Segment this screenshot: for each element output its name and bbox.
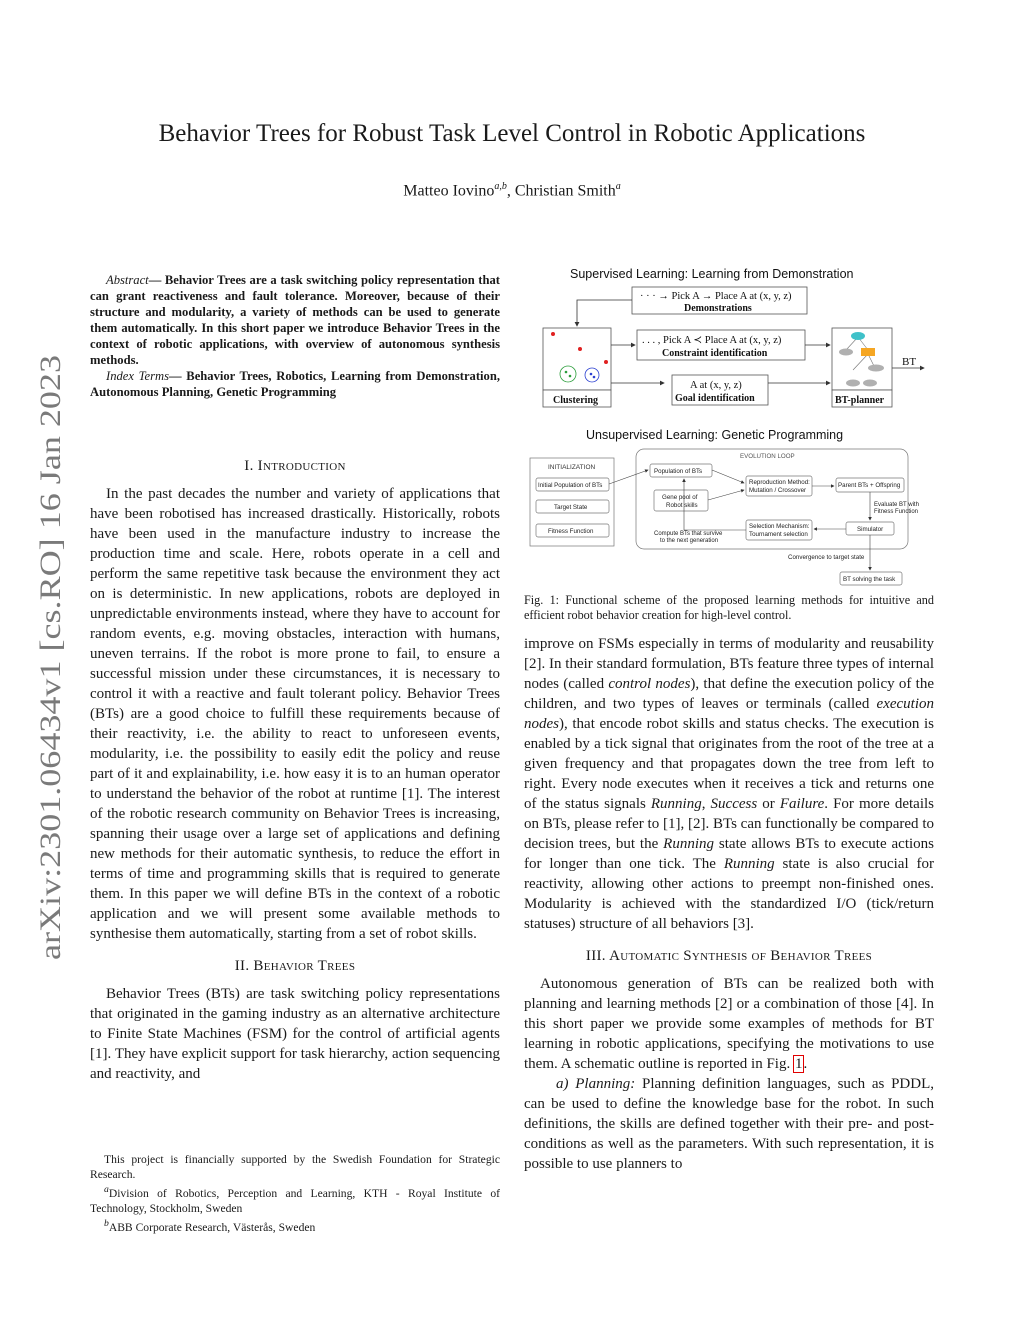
figure-1	[524, 262, 934, 592]
constraint-label: Constraint identification	[662, 348, 768, 359]
right-paragraph-2: Autonomous generation of BTs can be realized both with planning and learning methods [2] or a combination of those [4]. In this short paper we provide some examples of methods for BT learning in robotic applications, specifying the motivations to use them. A schematic outline is reported in Fig. 1.	[524, 976, 934, 1072]
selection-line2: Tournament selection	[749, 531, 808, 538]
clustering-label: Clustering	[553, 395, 598, 406]
right-paragraph-3: a) Planning: Planning definition languages, such as PDDL, can be used to define the knowledge base for the robot. In such definitions, the skills are defined together with their pre- and post-conditions as well as the parameters. With such representation, it is possible to use planners to	[524, 1076, 934, 1172]
bt-solving-box: BT solving the task	[843, 576, 896, 583]
parent-offspring-box: Parent BTs + Offspring	[838, 482, 901, 489]
abstract-text: Behavior Trees are a task switching policy representation that can grant reactiveness and fault tolerance. Moreover, because of their structure and modularity, a variety of methods can be used to generate them automatically. In this short paper we introduce Behavior Trees in the context of robotic applications, with overview of autonomous synthesis methods.	[90, 273, 500, 367]
author-separator: ,	[506, 182, 515, 200]
reproduction-line1: Reproduction Method:	[749, 479, 810, 486]
author-1: Matteo Iovino	[403, 182, 495, 200]
section-1-paragraph: In the past decades the number and variety of applications that have been robotised has increased drastically. Historically, robots have been used in the manufacture industry to increase the production time and scale. Here, robots operate in a cell and perform the same repetitive task because the environment they act on is deterministic. In new applications, robots are deployed in unpredictable environments instead, where they have to account for random events, e.g. moving obstacles, interaction with humans, uneven terrains. If the robot is more prone to fail, to ensure a successful mission under these circumstances, it is necessary to control it with a reactive and fault tolerant policy. Behavior Trees (BTs) are a good choice to fulfill these requirements because of their reactivity, i.e. the ability to react to unforeseen events, modularity, i.e. the possibility to easily edit the policy and reuse part of it and explainability, i.e. how easy it is to an human operator to understand the behavior of the robot at runtime [1]. The interest of the robotic research community on Behavior Trees is increasing, spanning their usage over a large set of applications and defining new methods for their automatic synthesis, to reduce the effort in terms of time and programming skills that is required to generate them. In this paper we will define BTs in the context of a robotic application and we will present some available methods to synthesise them automatically, starting from a set of robot skills.	[90, 486, 500, 942]
left-column-body	[90, 456, 500, 1084]
arxiv-identifier-text: arXiv:2301.06434v1 [cs.RO] 16 Jan 2023	[34, 456, 67, 960]
right-paragraph-1: improve on FSMs especially in terms of modularity and reusability [2]. In their standard formulation, BTs feature three types of internal nodes (called control nodes), that define the execution policy of the children, and two types of leaves or terminals (called execution nodes), that encode robot skills and status checks. The execution is enabled by a tick signal that originates from the root of the tree at a given frequency and that propagates down the tree from left to right. Every node executes when it receives a tick and returns one of the status signals Running, Success or Failure. For more details on BTs, please refer to [1], [2]. BTs can functionally be compared to decision trees, but the Running state allows BTs to execute actions for longer than one tick. The Running state is also crucial for reactivity, allowing other actions to preempt non-finished ones. Modularity is achieved with the standardized I/O (tick/return statuses) structure of all behaviors [3].	[524, 636, 935, 932]
author-2-affiliation: a	[615, 181, 621, 192]
simulator-box: Simulator	[857, 526, 884, 533]
evaluate-line1: Evaluate BT with	[874, 502, 919, 508]
footnote-affiliation-a: $^a$Division of Robotics, Perception and Learning, KTH - Royal Institute of Technology, Stockholm, Sweden	[90, 1184, 500, 1215]
planning-label: a) Planning:	[556, 1076, 636, 1092]
bt-output-label: BT	[902, 356, 917, 368]
abstract-dash: —	[148, 273, 165, 287]
population-box: Population of BTs	[654, 468, 703, 475]
compute-line1: Compute BTs that survive	[654, 531, 723, 537]
planner-label: BT-planner	[835, 395, 885, 406]
evaluate-line2: Fitness Function	[874, 509, 919, 515]
supervised-title: Supervised Learning: Learning from Demonstration	[570, 267, 854, 281]
selection-line1: Selection Mechanism:	[749, 523, 810, 530]
init-item-1: Initial Population of BTs	[538, 482, 603, 489]
paper-title: Behavior Trees for Robust Task Level Control in Robotic Applications	[158, 120, 866, 147]
footnote-affiliation-b: $^b$ABB Corporate Research, Västerås, Sweden	[104, 1217, 316, 1234]
abstract-paragraph	[90, 272, 500, 368]
reproduction-line2: Mutation / Crossover	[749, 487, 807, 494]
author-1-affiliation: a,b	[494, 181, 507, 192]
demo-label: Demonstrations	[684, 303, 752, 314]
init-item-2: Target State	[554, 504, 588, 511]
caption-label: Fig. 1:	[524, 593, 560, 607]
index-terms: Index Terms— Behavior Trees, Robotics, Learning from Demonstration, Autonomous Planning, Genetic Programming	[90, 369, 500, 399]
goal-label: Goal identification	[675, 393, 755, 404]
index-terms-text: Behavior Trees, Robotics, Learning from Demonstration, Autonomous Planning, Genetic Programming	[90, 369, 500, 399]
section-2-paragraph: Behavior Trees (BTs) are task switching policy representations that originated in the gaming industry as an alternative architecture to Finite State Machines (FSM) for the control of artificial agents [1]. They have explicit support for task hierarchy, action sequencing and reactivity, and	[90, 986, 500, 1082]
arxiv-identifier	[17, 350, 77, 970]
footnotes	[90, 1152, 500, 1235]
author-line	[0, 176, 1024, 202]
goal-formula: A at (x, y, z)	[690, 380, 742, 391]
demo-formula: · · · → Pick A → Place A at (x, y, z)	[640, 291, 792, 302]
abstract-label: Abstract	[106, 273, 149, 287]
evolution-loop-label: EVOLUTION LOOP	[740, 453, 795, 460]
initialization-label: INITIALIZATION	[548, 464, 596, 471]
constraint-formula: . . . , Pick A ≺ Place A at (x, y, z)	[642, 335, 782, 346]
footnote-funding: This project is financially supported by the Swedish Foundation for Strategic Research.	[90, 1153, 500, 1181]
section-1-heading: I. Introduction	[244, 458, 346, 474]
index-terms-label: Index Terms	[106, 369, 169, 383]
figure-reference-link[interactable]: 1	[794, 1056, 803, 1072]
unsupervised-title: Unsupervised Learning: Genetic Programming	[586, 428, 844, 442]
right-column-body	[524, 634, 934, 1174]
section-3-heading: III. Automatic Synthesis of Behavior Trees	[585, 948, 873, 964]
gene-pool-line2: Robot skills	[666, 502, 698, 509]
author-2: Christian Smith	[514, 182, 616, 200]
convergence-label: Convergence to target state	[788, 554, 865, 561]
caption-text: Functional scheme of the proposed learning methods for intuitive and efficient robot behavior creation for high-level control.	[524, 593, 934, 622]
section-2-heading: II. Behavior Trees	[234, 958, 356, 974]
compute-line2: to the next generation	[660, 538, 719, 544]
init-item-3: Fitness Function	[548, 528, 594, 535]
figure-caption	[524, 593, 934, 623]
abstract	[90, 272, 500, 400]
gene-pool-line1: Gene pool of	[662, 494, 698, 501]
